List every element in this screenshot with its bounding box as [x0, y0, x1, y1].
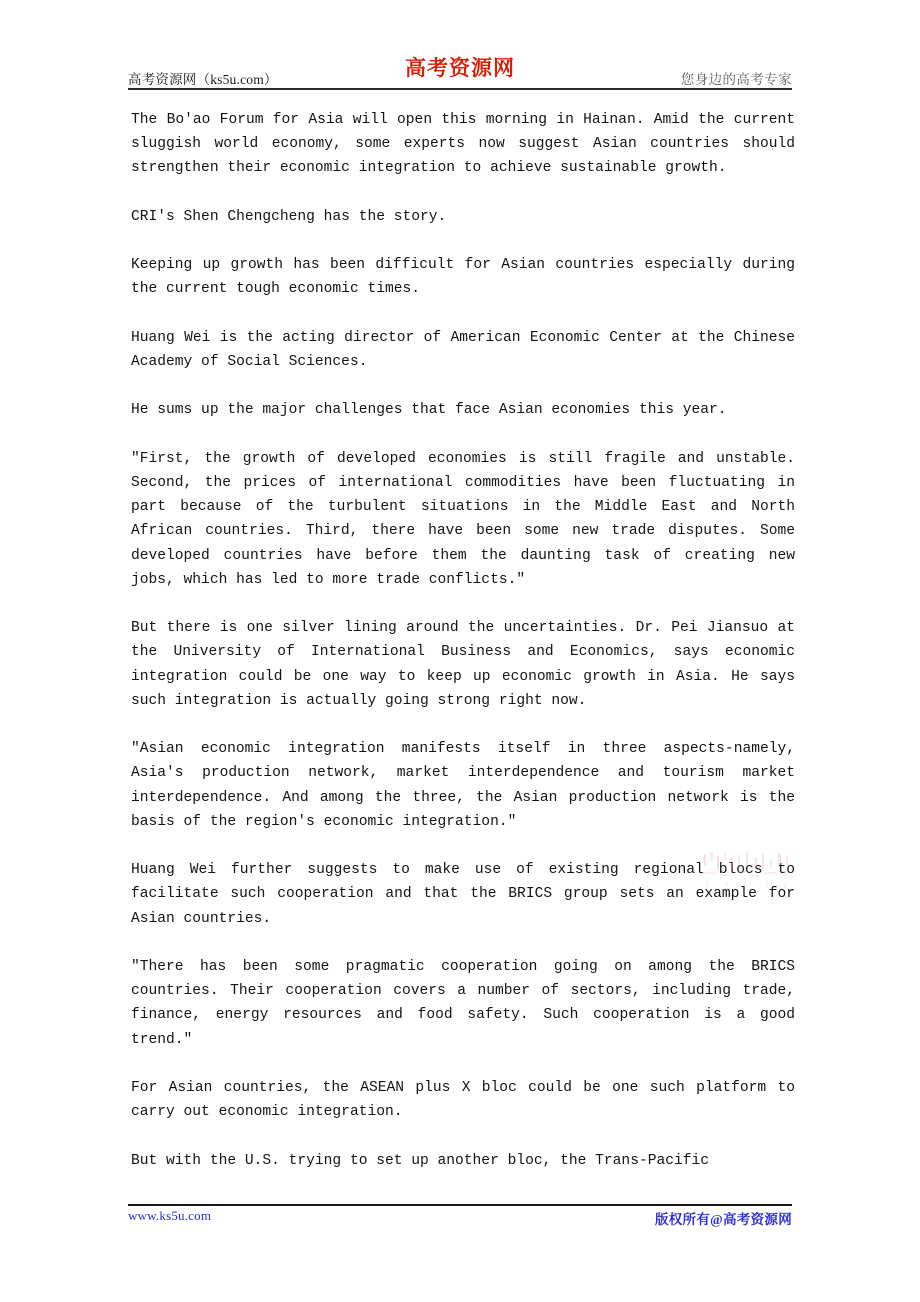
footer-website-link[interactable]: www.ks5u.com — [128, 1208, 212, 1223]
page-footer — [128, 1208, 792, 1230]
paragraph: Huang Wei further suggests to make use of existing regional blocs to facilitate such cooperation and that the BRICS group sets an example for Asian countries. — [131, 862, 795, 927]
header-divider — [128, 88, 792, 90]
paragraph-quote: "Asian economic integration manifests itself in three aspects-namely, Asia's production network, market interdependence and tourism market interdependence. And among the three, the Asian production network is the basis of the region's economic integration." — [131, 741, 795, 830]
paragraph-quote: "First, the growth of developed economies is still fragile and unstable. Second, the prices of international commodities have been fluctuating in part because of the turbulent situations in the Middle East and North African countries. Third, there have been some new trade disputes. Some developed countries have before them the daunting task of creating new jobs, which has led to more trade conflicts." — [131, 450, 795, 588]
footer-copyright: 版权所有@高考资源网 — [654, 1212, 792, 1227]
page-header — [128, 52, 792, 90]
paragraph: The Bo'ao Forum for Asia will open this morning in Hainan. Amid the current sluggish world economy, some experts now suggest Asian countries should strengthen their economic integration to achieve sustainable growth. — [131, 112, 795, 177]
paragraph: But there is one silver lining around the uncertainties. Dr. Pei Jiansuo at the University of International Business and Economics, says economic integration could be one way to keep up economic growth in Asia. He says such integration is actually going strong right now. — [131, 620, 795, 709]
article-body — [131, 108, 795, 1173]
paragraph: CRI's Shen Chengcheng has the story. — [131, 208, 447, 225]
paragraph: For Asian countries, the ASEAN plus X bloc could be one such platform to carry out economic integration. — [131, 1079, 795, 1121]
header-tagline: 您身边的高考专家 — [680, 72, 792, 87]
paragraph: Keeping up growth has been difficult for Asian countries especially during the current tough economic times. — [131, 257, 795, 298]
paragraph: But with the U.S. trying to set up another bloc, the Trans-Pacific — [131, 1152, 710, 1169]
header-logo: 高考资源网 — [405, 56, 515, 80]
footer-divider — [128, 1204, 792, 1206]
header-site-name: 高考资源网（ks5u.com） — [128, 72, 278, 87]
paragraph: He sums up the major challenges that face Asian economies this year. — [131, 402, 727, 419]
paragraph-quote: "There has been some pragmatic cooperation going on among the BRICS countries. Their cooperation covers a number of sectors, including trade, finance, energy resources and food safety. Such cooperation is a good trend." — [131, 958, 795, 1048]
paragraph: Huang Wei is the acting director of American Economic Center at the Chinese Academy of Social Sciences. — [131, 329, 795, 370]
